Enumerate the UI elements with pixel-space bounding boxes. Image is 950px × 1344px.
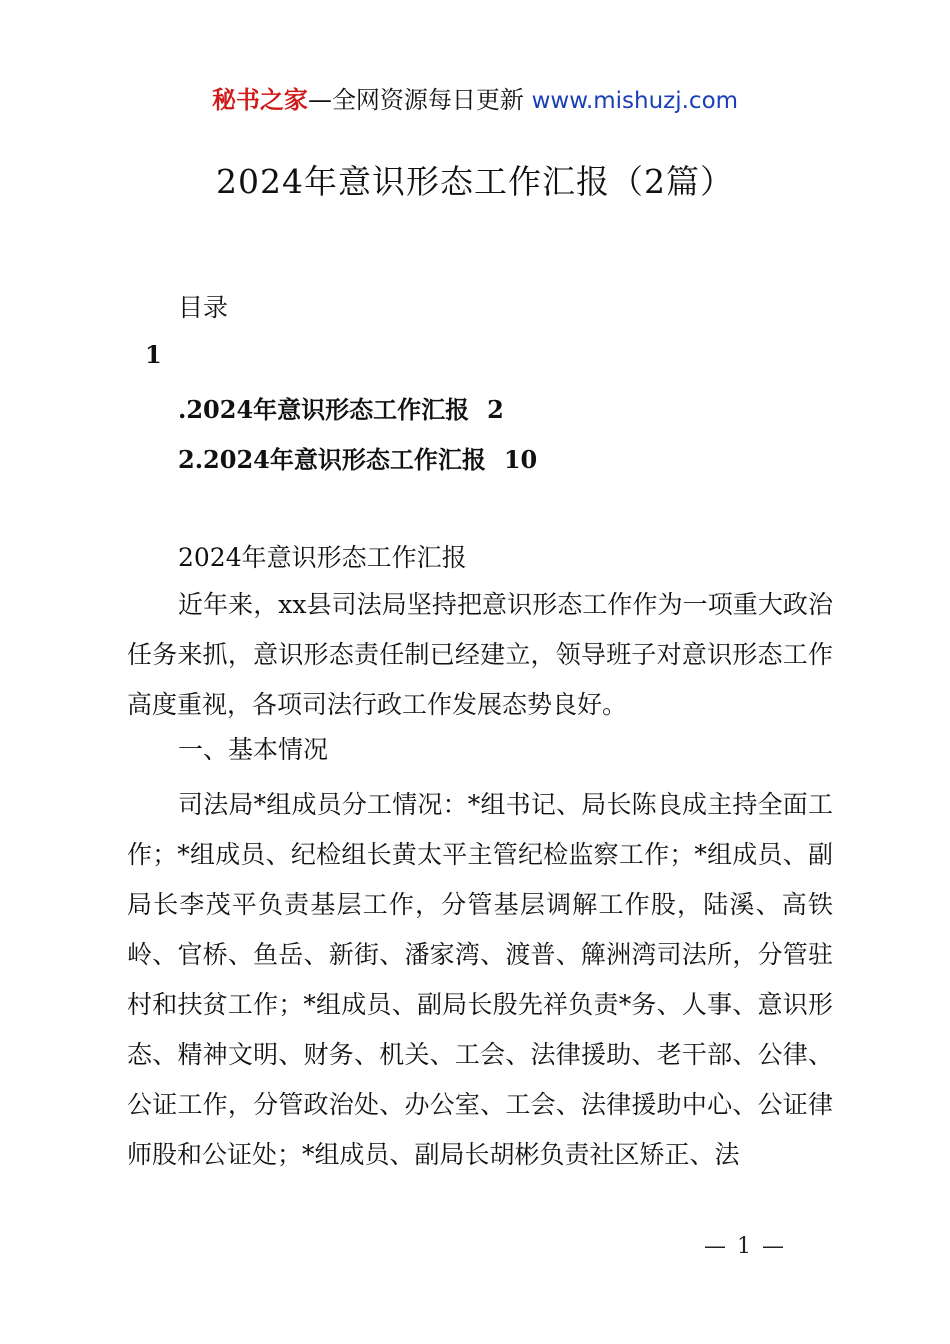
header-slogan: —全网资源每日更新 — [307, 86, 524, 114]
site-header — [0, 80, 950, 115]
toc-item-page: 2 — [487, 395, 504, 424]
staff-paragraph: 司法局*组成员分工情况：*组书记、局长陈良成主持全面工作；*组成员、纪检组长黄太平主管纪检监察工作；*组成员、副局长李茂平负责基层工作，分管基层调解工作股，陆溪、高铁岭、官桥、鱼岳、新街、潘家湾、渡普、簰洲湾司法所，分管驻村和扶贫工作；*组成员、副局长殷先祥负责*务、人事、意识形态、精神文明、财务、机关、工会、法律援助、老干部、公律、公证工作，分管政治处、办公室、工会、法律援助中心、公证律师股和公证处；*组成员、副局长胡彬负责社区矫正、法 — [127, 790, 833, 1169]
site-url-link[interactable]: www.mishuzj.com — [531, 88, 739, 114]
document-title: 2024年意识形态工作汇报（2篇） — [216, 162, 734, 201]
toc-item-2[interactable] — [178, 440, 537, 475]
toc-item-text: 2.2024年意识形态工作汇报 — [178, 445, 486, 474]
toc-item-1[interactable] — [178, 390, 504, 425]
brand-name: 秘书之家 — [211, 86, 308, 114]
toc-label: 目录 — [178, 293, 229, 322]
toc-item-page: 10 — [503, 445, 538, 474]
section-heading: 一、基本情况 — [178, 735, 329, 764]
intro-paragraph: 近年来，xx县司法局坚持把意识形态工作作为一项重大政治任务来抓，意识形态责任制已经建立，领导班子对意识形态工作高度重视，各项司法行政工作发展态势良好。 — [127, 590, 833, 719]
toc-leading-number: 1 — [145, 340, 162, 369]
toc-item-text: .2024年意识形态工作汇报 — [178, 395, 470, 424]
page-number: — 1 — — [704, 1234, 786, 1259]
section-title: 2024年意识形态工作汇报 — [178, 543, 467, 572]
